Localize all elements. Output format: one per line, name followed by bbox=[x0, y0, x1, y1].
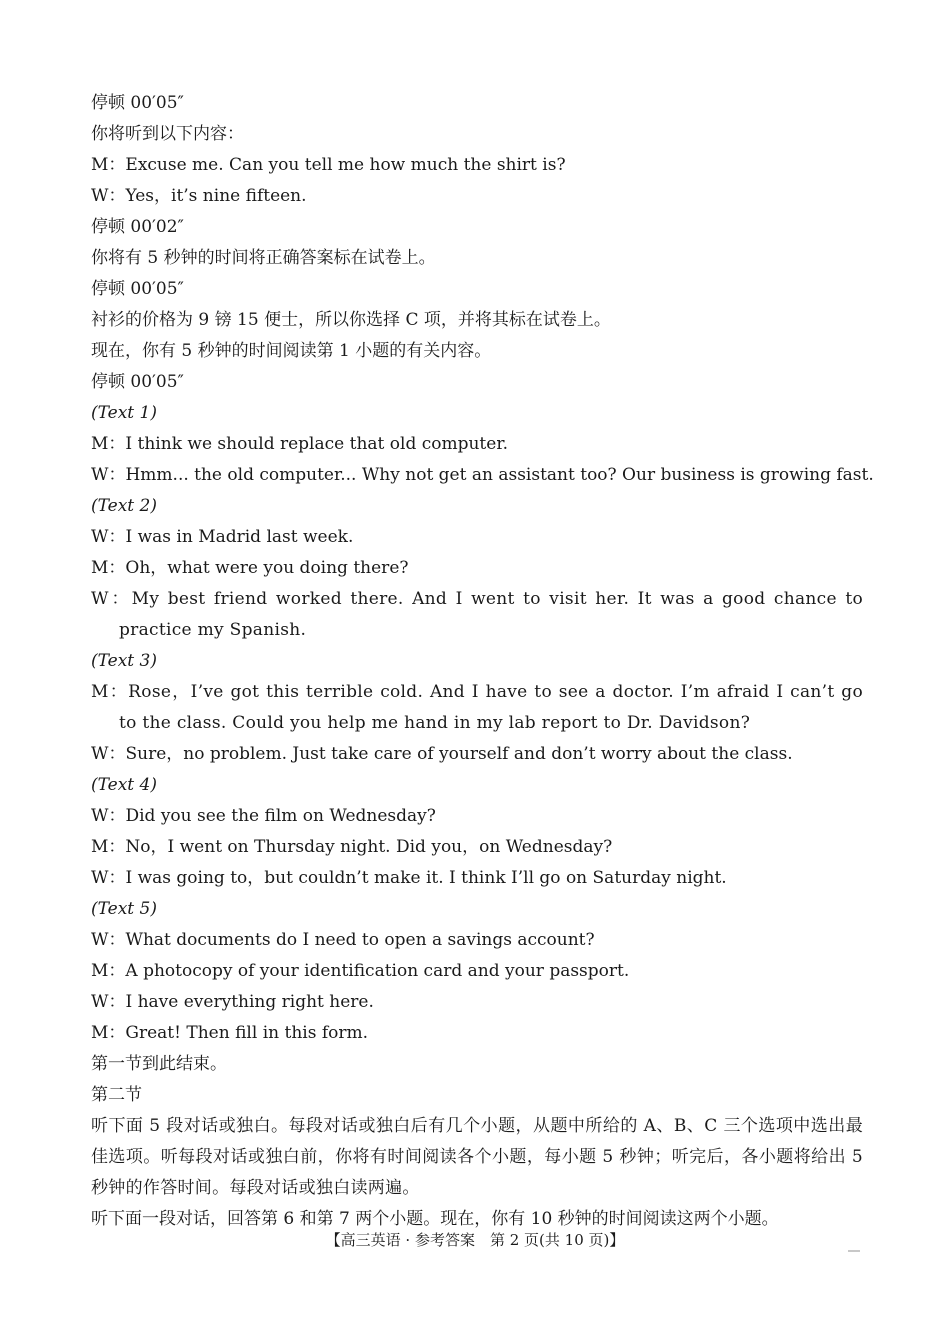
dialogue-line: M：Great! Then fill in this form. bbox=[91, 1023, 369, 1043]
page-content bbox=[91, 88, 874, 1235]
dialogue-line: W：My best friend worked there. And I went to visit her. It was a good chance to practice my Spanish. bbox=[91, 589, 863, 640]
dialogue-line: M：Rose，I’ve got this terrible cold. And I have to see a doctor. I’m afraid I can’t go to the class. Could you help me hand in my lab report to Dr. Davidson? bbox=[91, 682, 863, 733]
dialogue-line: W：Did you see the film on Wednesday? bbox=[91, 806, 436, 826]
section2-next: 听下面一段对话，回答第 6 和第 7 两个小题。现在，你有 10 秒钟的时间阅读这两个小题。 bbox=[91, 1209, 779, 1229]
text1-label: (Text 1) bbox=[91, 403, 157, 423]
dialogue-line: W：I was going to，but couldn’t make it. I think I’ll go on Saturday night. bbox=[91, 868, 727, 888]
pause-line: 停顿 00′05″ bbox=[91, 279, 184, 299]
dialogue-line: W：Hmm... the old computer... Why not get an assistant too? Our business is growing fast. bbox=[91, 465, 874, 485]
dialogue-line: M：I think we should replace that old computer. bbox=[91, 434, 508, 454]
example-dialogue-m: M：Excuse me. Can you tell me how much the shirt is? bbox=[91, 155, 566, 175]
dialogue-line: W：Sure，no problem. Just take care of yourself and don’t worry about the class. bbox=[91, 744, 793, 764]
section-end: 第一节到此结束。 bbox=[91, 1054, 227, 1074]
dialogue-line: M：A photocopy of your identification card and your passport. bbox=[91, 961, 630, 981]
text4-label: (Text 4) bbox=[91, 775, 157, 795]
dialogue-line: M：No，I went on Thursday night. Did you，on Wednesday? bbox=[91, 837, 613, 857]
dialogue-line: W：I was in Madrid last week. bbox=[91, 527, 354, 547]
dialogue-line: M：Oh，what were you doing there? bbox=[91, 558, 409, 578]
pause-line: 停顿 00′02″ bbox=[91, 217, 184, 237]
answer-explanation: 衬衫的价格为 9 镑 15 便士，所以你选择 C 项，并将其标在试卷上。 bbox=[91, 310, 611, 330]
text5-label: (Text 5) bbox=[91, 899, 157, 919]
pause-line: 停顿 00′05″ bbox=[91, 93, 184, 113]
instruction-line: 你将有 5 秒钟的时间将正确答案标在试卷上。 bbox=[91, 248, 436, 268]
example-dialogue-w: W：Yes，it’s nine fifteen. bbox=[91, 186, 307, 206]
corner-mark bbox=[848, 1250, 860, 1252]
page-footer: 【高三英语 · 参考答案 第 2 页(共 10 页)】 bbox=[325, 1231, 625, 1249]
dialogue-line: W：What documents do I need to open a savings account? bbox=[91, 930, 595, 950]
instruction-line: 现在，你有 5 秒钟的时间阅读第 1 小题的有关内容。 bbox=[91, 341, 492, 361]
intro-line: 你将听到以下内容： bbox=[91, 124, 244, 144]
section2-title: 第二节 bbox=[91, 1085, 142, 1105]
pause-line: 停顿 00′05″ bbox=[91, 372, 184, 392]
text2-label: (Text 2) bbox=[91, 496, 157, 516]
section2-instructions: 听下面 5 段对话或独白。每段对话或独白后有几个小题，从题中所给的 A、B、C 三个选项中选出最佳选项。听每段对话或独白前，你将有时间阅读各个小题，每小题 5 秒钟；听完后，各小题将给出 5 秒钟的作答时间。每段对话或独白读两遍。 bbox=[91, 1116, 863, 1198]
text3-label: (Text 3) bbox=[91, 651, 157, 671]
dialogue-line: W：I have everything right here. bbox=[91, 992, 374, 1012]
